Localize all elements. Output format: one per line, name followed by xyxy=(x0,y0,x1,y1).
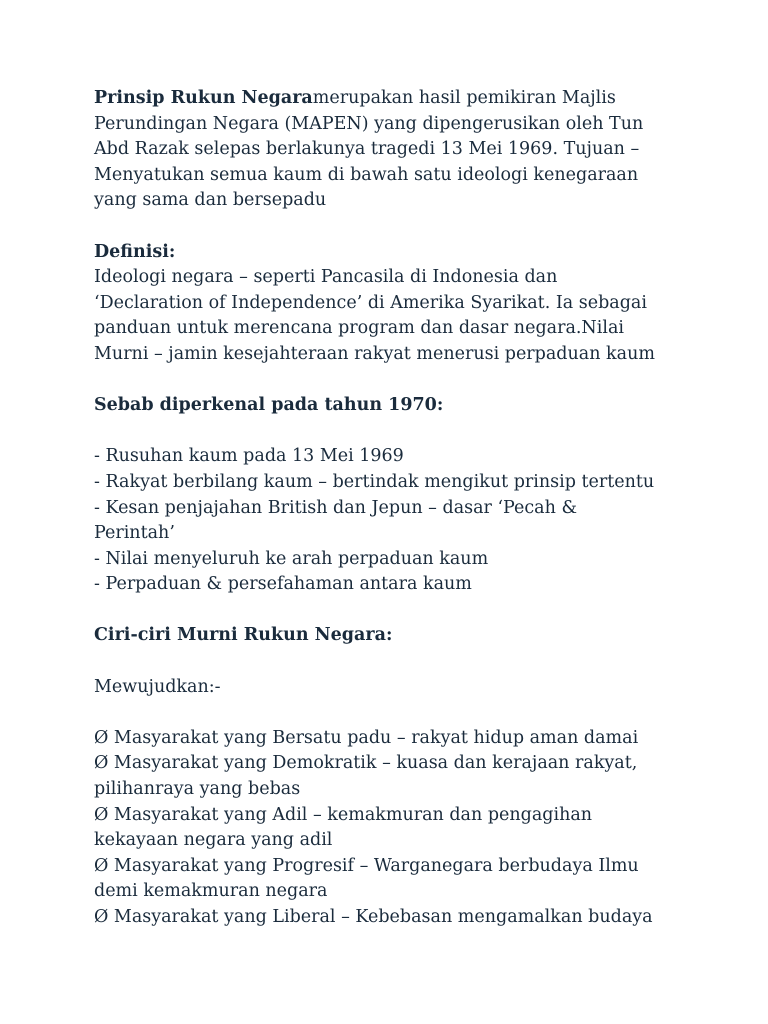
ciri-item: Ø Masyarakat yang Liberal – Kebebasan mengamalkan budaya xyxy=(94,907,653,927)
ciri-item: pilihanraya yang bebas xyxy=(94,779,301,800)
definisi-line-1: Ideologi negara – seperti Pancasila di Indonesia dan xyxy=(94,267,558,288)
sebab-item: - Rakyat berbilang kaum – bertindak mengikut prinsip tertentu xyxy=(94,471,655,492)
spacer xyxy=(94,419,694,445)
intro-lead-term: Prinsip Rukun Negara xyxy=(94,88,313,108)
definisi-heading: Definisi: xyxy=(94,241,176,262)
ciri-item: Ø Masyarakat yang Bersatu padu – rakyat hidup aman damai xyxy=(94,727,639,748)
ciri-subheading: Mewujudkan:- xyxy=(94,676,221,697)
sebab-section xyxy=(94,393,694,598)
definisi-line-4: Murni – jamin kesejahteraan rakyat menerusi perpaduan kaum xyxy=(94,343,655,364)
ciri-item: Ø Masyarakat yang Progresif – Warganegara berbudaya Ilmu xyxy=(94,855,639,876)
spacer xyxy=(94,598,694,624)
intro-line-5: yang sama dan bersepadu xyxy=(94,190,327,211)
spacer xyxy=(94,214,694,240)
sebab-heading: Sebab diperkenal pada tahun 1970: xyxy=(94,395,444,416)
sebab-item: - Rusuhan kaum pada 13 Mei 1969 xyxy=(94,446,404,467)
intro-line-2: Perundingan Negara (MAPEN) yang dipengerusikan oleh Tun xyxy=(94,113,644,134)
intro-paragraph xyxy=(94,86,694,214)
ciri-item: Ø Masyarakat yang Demokratik – kuasa dan kerajaan rakyat, xyxy=(94,753,638,774)
intro-line-4: Menyatukan semua kaum di bawah satu ideologi kenegaraan xyxy=(94,164,639,185)
document-page xyxy=(94,86,694,931)
sebab-item: - Nilai menyeluruh ke arah perpaduan kaum xyxy=(94,548,489,569)
ciri-section xyxy=(94,623,694,930)
intro-line-1 xyxy=(94,86,694,112)
sebab-item: - Perpaduan & persefahaman antara kaum xyxy=(94,574,472,595)
spacer xyxy=(94,700,694,726)
ciri-heading: Ciri-ciri Murni Rukun Negara: xyxy=(94,625,393,646)
ciri-item: Ø Masyarakat yang Adil – kemakmuran dan pengagihan xyxy=(94,804,593,825)
definisi-section xyxy=(94,240,694,368)
sebab-item: - Kesan penjajahan British dan Jepun – dasar ‘Pecah & xyxy=(94,497,578,518)
intro-line-3: Abd Razak selepas berlakunya tragedi 13 Mei 1969. Tujuan – xyxy=(94,139,640,160)
spacer xyxy=(94,649,694,675)
sebab-item: Perintah’ xyxy=(94,523,175,544)
definisi-line-2: ‘Declaration of Independence’ di Amerika Syarikat. Ia sebagai xyxy=(94,292,647,313)
definisi-line-3: panduan untuk merencana program dan dasar negara.Nilai xyxy=(94,318,624,339)
ciri-item: kekayaan negara yang adil xyxy=(94,830,333,851)
ciri-item: demi kemakmuran negara xyxy=(94,881,328,902)
intro-line-1-text: merupakan hasil pemikiran Majlis xyxy=(312,88,616,108)
spacer xyxy=(94,368,694,394)
